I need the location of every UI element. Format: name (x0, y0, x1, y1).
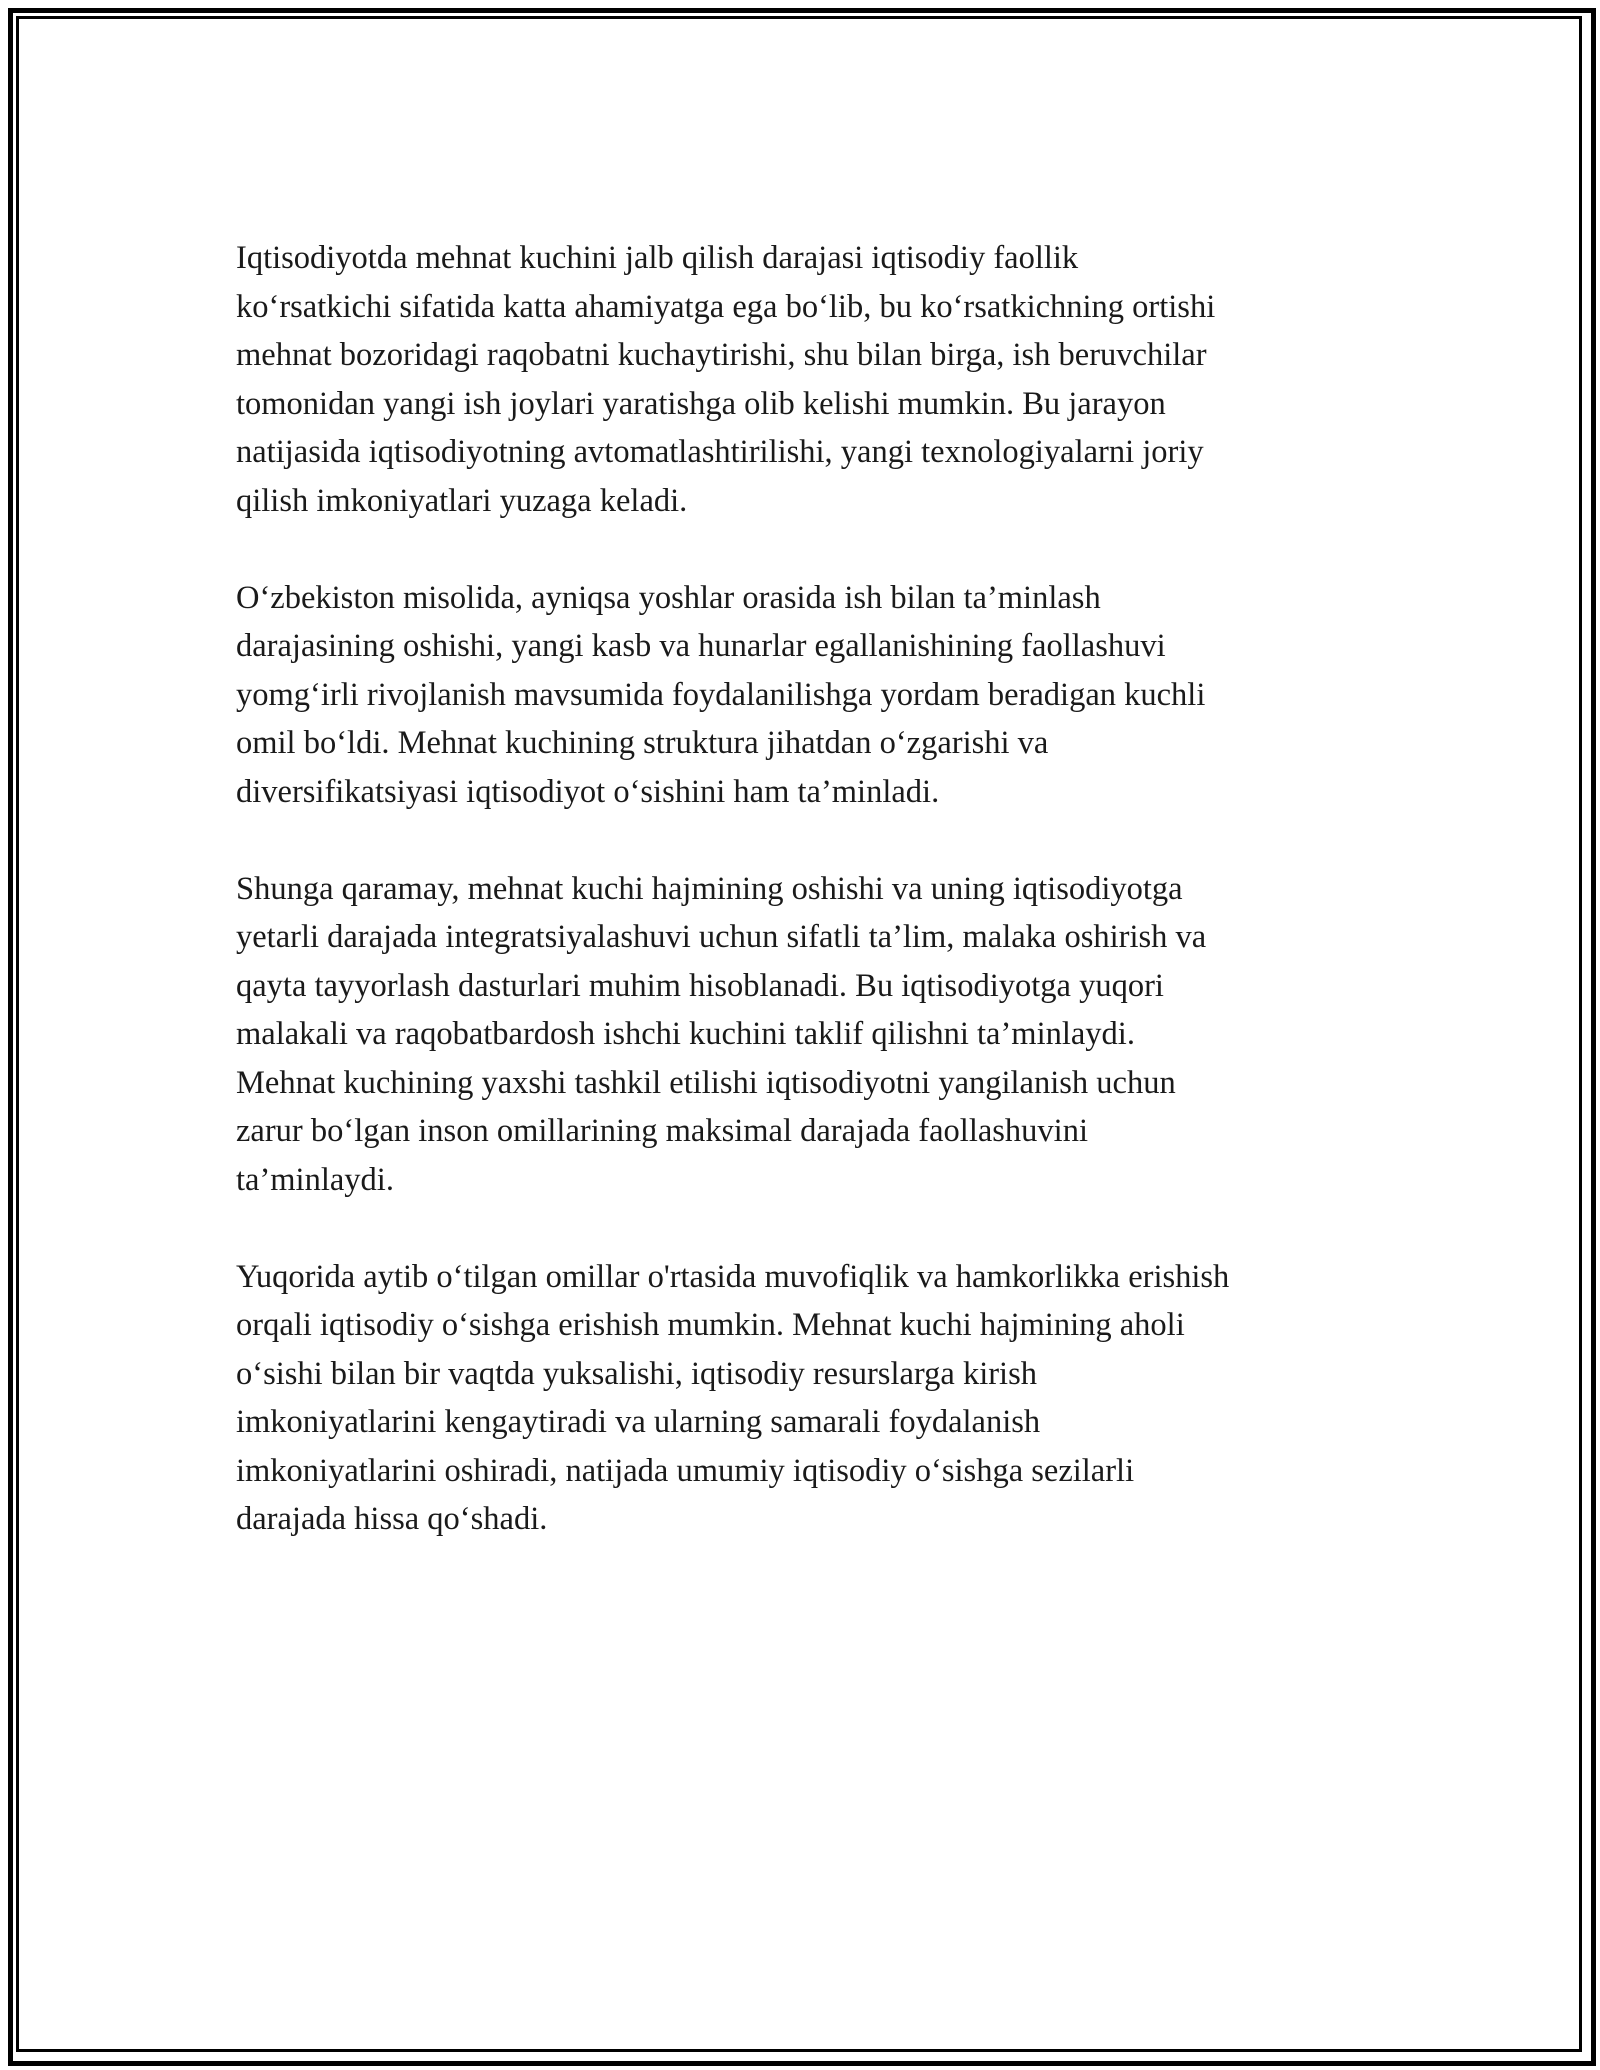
paragraph-1: Iqtisodiyotda mehnat kuchini jalb qilish darajasi iqtisodiy faollik ko‘rsatkichi sifatida katta ahamiyatga ega bo‘lib, bu ko‘rsatkichning ortishi mehnat bozoridagi raqobatni kuchaytirishi, shu bilan birga, ish beruvchilar tomonidan yangi ish joylari yaratishga olib kelishi mumkin. Bu jarayon natijasida iqtisodiyotning avtomatlashtirilishi, yangi texnologiyalarni joriy qilish imkoniyatlari yuzaga keladi. (236, 240, 1216, 519)
paragraph-2: O‘zbekiston misolida, ayniqsa yoshlar orasida ish bilan ta’minlash darajasining oshishi, yangi kasb va hunarlar egallanishining faollashuvi yomg‘irli rivojlanish mavsumida foydalanilishga yordam beradigan kuchli omil bo‘ldi. Mehnat kuchining struktura jihatdan o‘zgarishi va diversifikatsiyasi iqtisodiyot o‘sishini ham ta’minladi. (236, 579, 1206, 810)
document-body (236, 234, 1416, 1592)
paragraph-3: Shunga qaramay, mehnat kuchi hajmining oshishi va uning iqtisodiyotga yetarli darajada integratsiyalashuvi uchun sifatli ta’lim, malaka oshirish va qayta tayyorlash dasturlari muhim hisoblanadi. Bu iqtisodiyotga yuqori malakali va raqobatbardosh ishchi kuchini taklif qilishni ta’minlaydi. Mehnat kuchining yaxshi tashkil etilishi iqtisodiyotni yangilanish uchun zarur bo‘lgan inson omillarining maksimal darajada faollashuvini ta’minlaydi. (236, 870, 1207, 1198)
paragraph-4: Yuqorida aytib o‘tilgan omillar o'rtasida muvofiqlik va hamkorlikka erishish orqali iqtisodiy o‘sishga erishish mumkin. Mehnat kuchi hajmining aholi o‘sishi bilan bir vaqtda yuksalishi, iqtisodiy resurslarga kirish imkoniyatlarini kengaytiradi va ularning samarali foydalanish imkoniyatlarini oshiradi, natijada umumiy iqtisodiy o‘sishga sezilarli darajada hissa qo‘shadi. (236, 1258, 1230, 1537)
